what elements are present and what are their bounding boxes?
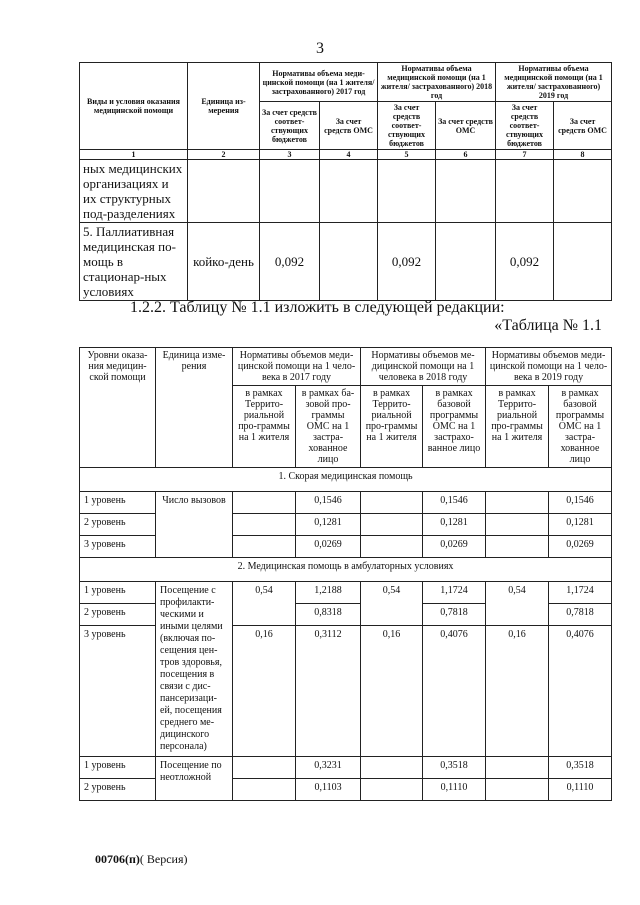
value-cell: 1,2188 <box>296 582 361 604</box>
level-cell: 2 уровень <box>80 604 156 626</box>
header-unit: Единица из-мерения <box>188 63 260 150</box>
value-cell: 0,4076 <box>549 626 612 757</box>
value-cell: 0,16 <box>361 626 423 757</box>
col-number: 4 <box>320 150 378 160</box>
col-number: 2 <box>188 150 260 160</box>
care-type-cell: ных медицинских организациях и их структурных под-разделениях <box>80 160 188 223</box>
header-oms-2019: За счет средств ОМС <box>554 102 612 150</box>
value-cell: 0,1281 <box>296 514 361 536</box>
value-cell: 0,1281 <box>423 514 486 536</box>
unit-cell: Посещение с профилакти-ческими и иными целями (включая по-сещения цен-тров здоровья, посещения в связи с дис-пансеризаци-ей, посещения среднего ме-дицинского персонала) <box>156 582 233 757</box>
page-number: 3 <box>316 40 324 57</box>
header-territorial-2019: в рамках Террито-риальной про-граммы на 1 жителя <box>486 386 549 468</box>
value-cell: 1,1724 <box>423 582 486 604</box>
column-number-row <box>80 150 612 160</box>
level-cell: 1 уровень <box>80 582 156 604</box>
normatives-table-continued <box>79 62 612 301</box>
header-2018: Нормативы объемов ме-дицинской помощи на 1 человека в 2018 году <box>361 348 486 386</box>
table-caption: «Таблица № 1.1 <box>494 317 602 334</box>
value-cell: 0,1546 <box>423 492 486 514</box>
header-2017: Нормативы объема меди-цинской помощи (на 1 жителя/ застрахованного) 2017 год <box>260 63 378 102</box>
value-cell: 0,7818 <box>549 604 612 626</box>
paragraph-instruction: 1.2.2. Таблицу № 1.1 изложить в следующей редакции: <box>130 299 505 316</box>
table-1-1 <box>79 347 612 801</box>
value-cell: 0,4076 <box>423 626 486 757</box>
col-number: 1 <box>80 150 188 160</box>
section-outpatient: 2. Медицинская помощь в амбулаторных условиях <box>80 558 612 582</box>
level-cell: 1 уровень <box>80 757 156 779</box>
value-cell: 0,1103 <box>296 779 361 801</box>
value-cell: 0,1281 <box>549 514 612 536</box>
level-cell: 3 уровень <box>80 536 156 558</box>
value-cell: 0,16 <box>233 626 296 757</box>
document-code: 00706(п) <box>95 852 140 866</box>
col-number: 3 <box>260 150 320 160</box>
header-oms-2019: в рамках базовой программы ОМС на 1 застра-хованное лицо <box>549 386 612 468</box>
value-cell: 0,7818 <box>423 604 486 626</box>
value-cell: 0,1110 <box>549 779 612 801</box>
table-row <box>80 223 612 301</box>
header-2017: Нормативы объемов меди-цинской помощи на 1 чело-века в 2017 году <box>233 348 361 386</box>
level-cell: 2 уровень <box>80 779 156 801</box>
col-number: 8 <box>554 150 612 160</box>
col-number: 6 <box>436 150 496 160</box>
col-number: 7 <box>496 150 554 160</box>
header-levels: Уровни оказа-ния медицин-ской помощи <box>80 348 156 468</box>
value-cell: 0,3518 <box>549 757 612 779</box>
header-oms-2018: в рамках базовой программы ОМС на 1 застрахо-ванное лицо <box>423 386 486 468</box>
value-cell: 0,0269 <box>549 536 612 558</box>
header-territorial-2017: в рамках Террито-риальной про-граммы на 1 жителя <box>233 386 296 468</box>
value-cell: 0,1110 <box>423 779 486 801</box>
header-oms-2017: в рамках ба-зовой про-граммы ОМС на 1 застра-хованное лицо <box>296 386 361 468</box>
value-cell: 0,092 <box>378 223 436 301</box>
level-cell: 3 уровень <box>80 626 156 757</box>
header-care-types: Виды и условия оказания медицинской помощи <box>80 63 188 150</box>
header-2018: Нормативы объема медицинской помощи (на 1 жителя/ застрахованного) 2018 год <box>378 63 496 102</box>
unit-cell: Число вызовов <box>156 492 233 558</box>
value-cell: 0,1546 <box>549 492 612 514</box>
level-cell: 2 уровень <box>80 514 156 536</box>
version-label: ( Версия) <box>139 852 188 866</box>
value-cell: 0,8318 <box>296 604 361 626</box>
value-cell: 0,54 <box>486 582 549 626</box>
header-unit: Единица изме-рения <box>156 348 233 468</box>
value-cell: 0,0269 <box>296 536 361 558</box>
value-cell: 0,3112 <box>296 626 361 757</box>
header-budget-2018: За счет средств соответ-ствующих бюджетов <box>378 102 436 150</box>
value-cell: 0,1546 <box>296 492 361 514</box>
value-cell: 0,54 <box>361 582 423 626</box>
header-2019: Нормативы объемов меди-цинской помощи на 1 чело-века в 2019 году <box>486 348 612 386</box>
header-2019: Нормативы объема медицинской помощи (на 1 жителя/ застрахованного) 2019 год <box>496 63 612 102</box>
value-cell: 0,0269 <box>423 536 486 558</box>
header-oms-2017: За счет средств ОМС <box>320 102 378 150</box>
value-cell: 0,092 <box>496 223 554 301</box>
unit-cell: Посещение по неотложной <box>156 757 233 801</box>
section-emergency: 1. Скорая медицинская помощь <box>80 468 612 492</box>
level-cell: 1 уровень <box>80 492 156 514</box>
value-cell: 0,16 <box>486 626 549 757</box>
value-cell: 0,54 <box>233 582 296 626</box>
col-number: 5 <box>378 150 436 160</box>
table-row <box>80 160 612 223</box>
value-cell: 0,092 <box>260 223 320 301</box>
unit-cell: койко-день <box>188 223 260 301</box>
value-cell: 1,1724 <box>549 582 612 604</box>
care-type-cell: 5. Паллиативная медицинская по-мощь в стационар-ных условиях <box>80 223 188 301</box>
document-footer <box>95 852 188 867</box>
value-cell: 0,3231 <box>296 757 361 779</box>
header-budget-2017: За счет средств соответ-ствующих бюджетов <box>260 102 320 150</box>
value-cell: 0,3518 <box>423 757 486 779</box>
header-territorial-2018: в рамках Террито-риальной про-граммы на 1 жителя <box>361 386 423 468</box>
header-budget-2019: За счет средств соответ-ствующих бюджетов <box>496 102 554 150</box>
header-oms-2018: За счет средств ОМС <box>436 102 496 150</box>
